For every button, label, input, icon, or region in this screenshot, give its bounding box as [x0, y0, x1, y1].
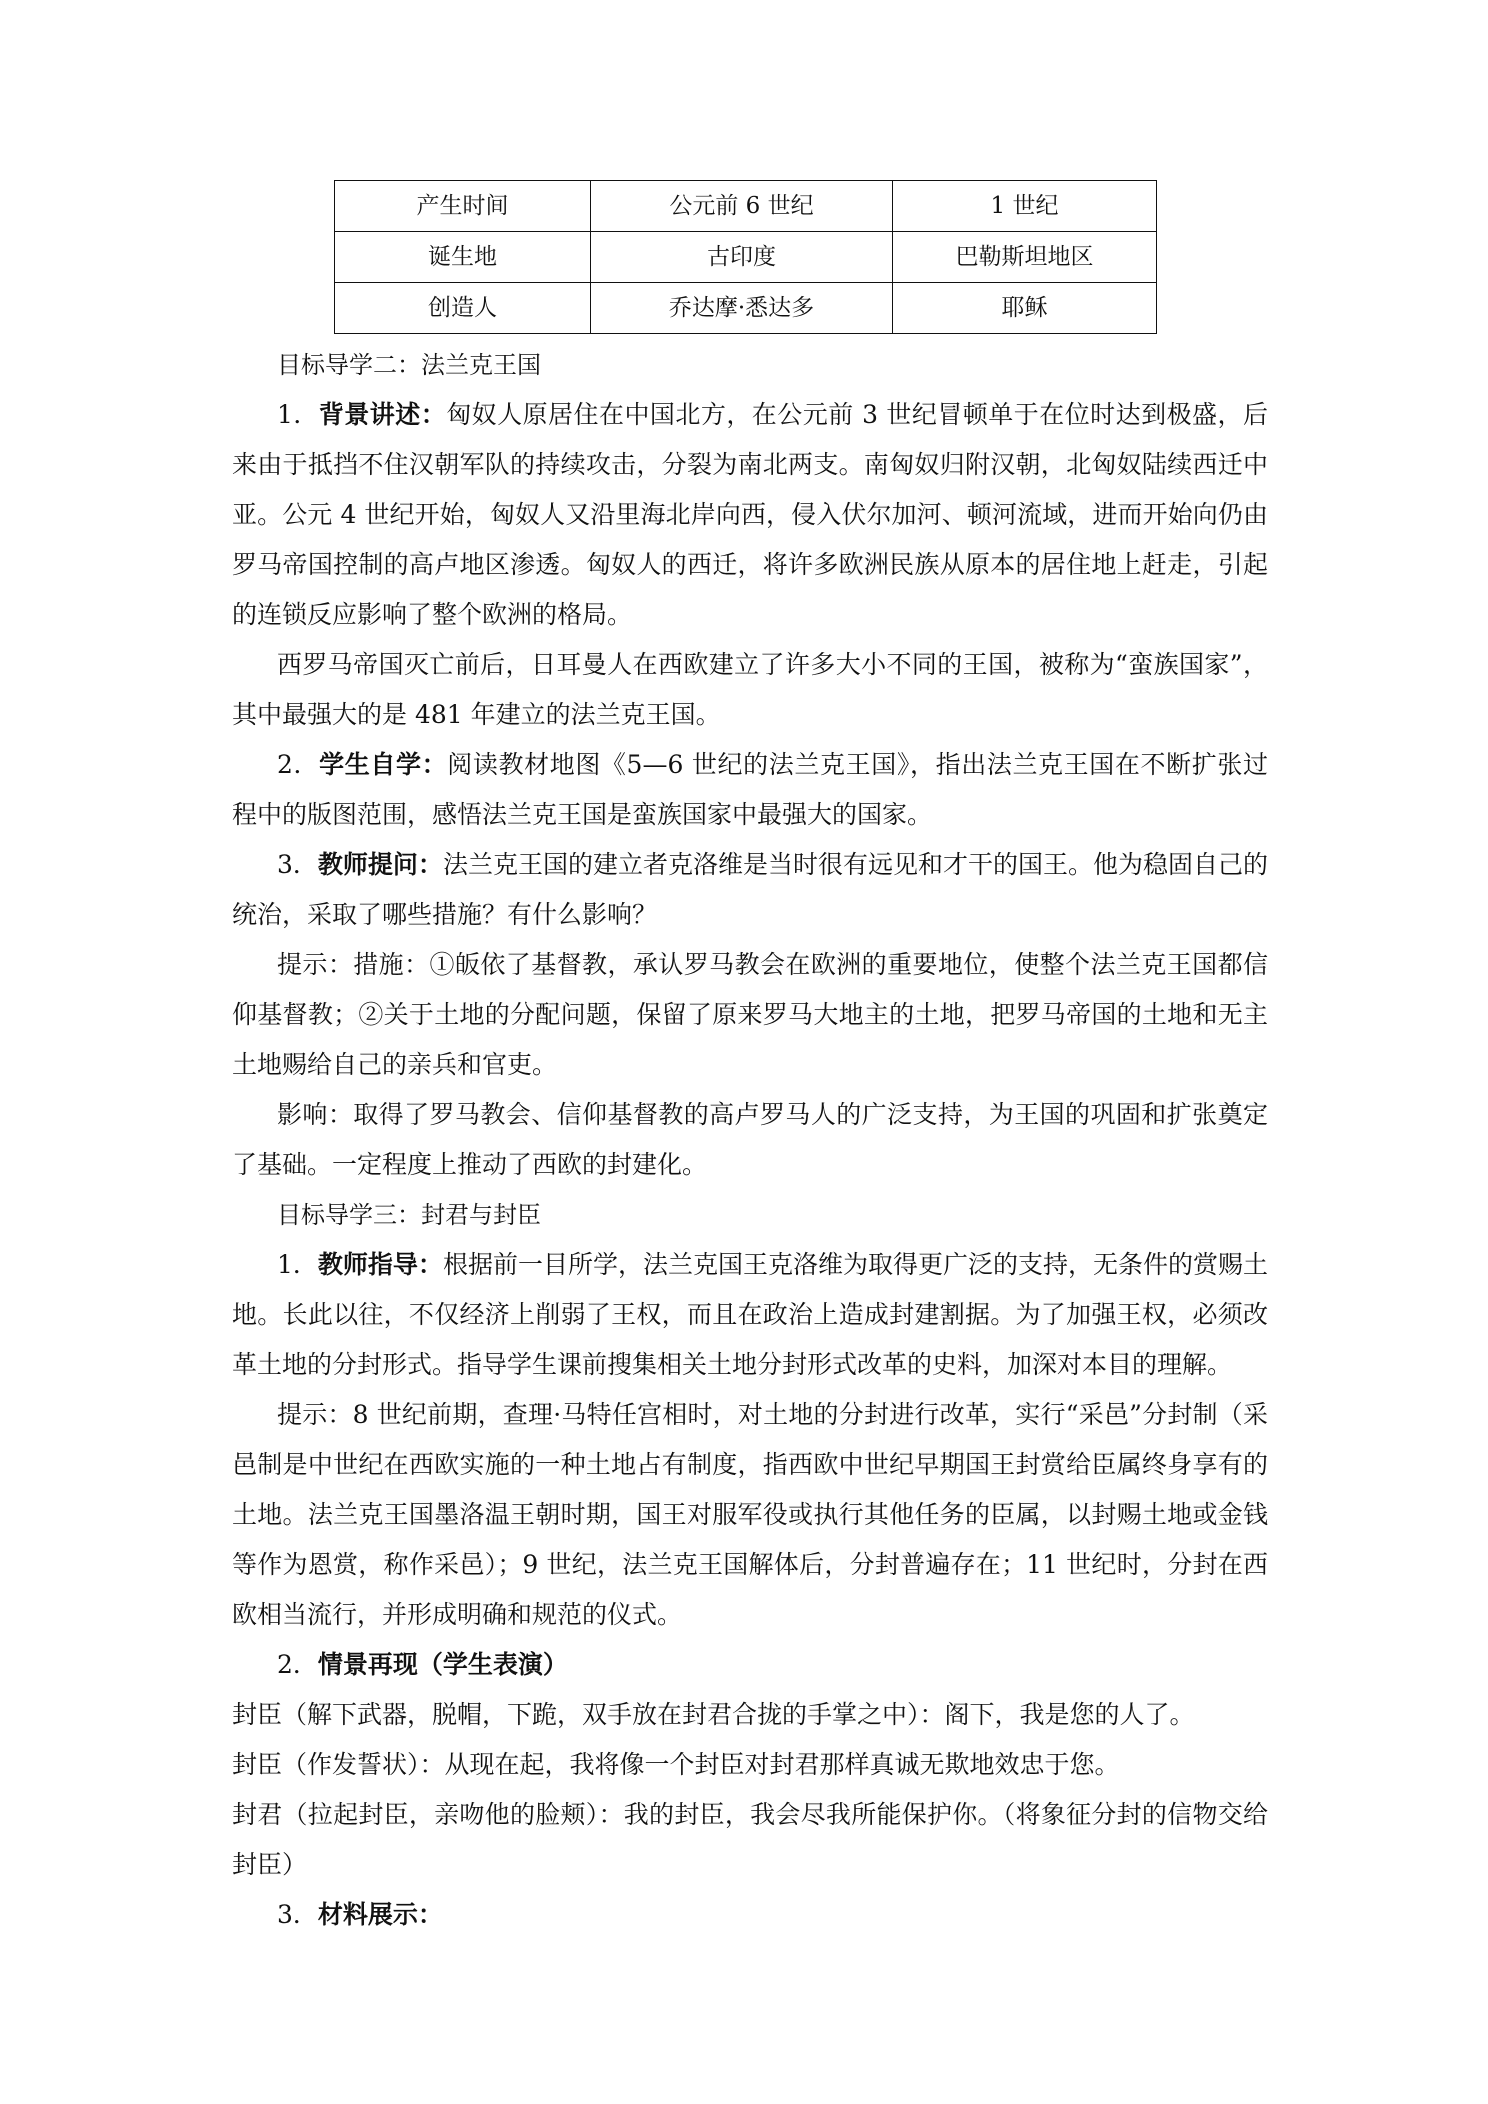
item-label: 学生自学： — [319, 750, 448, 779]
item-number: 2． — [277, 750, 320, 779]
item-text: 阅读教材地图《5—6 世纪的法兰克王国》，指出法兰克王国在不断扩张过程中的版图范围，感悟法兰克王国是蛮族国家中最强大的国家。 — [232, 750, 1268, 829]
dialogue-line: 封臣（解下武器，脱帽，下跪，双手放在封君合拢的手掌之中）：阁下，我是您的人了。 — [232, 1700, 1195, 1729]
impact-paragraph: 影响：取得了罗马教会、信仰基督教的高卢罗马人的广泛支持，为王国的巩固和扩张奠定了基础。一定程度上推动了西欧的封建化。 — [232, 1100, 1268, 1179]
section-heading: 目标导学二：法兰克王国 — [277, 351, 541, 379]
table-row — [335, 232, 1157, 283]
table-cell: 巴勒斯坦地区 — [893, 232, 1157, 283]
dialogue-line: 封君（拉起封臣，亲吻他的脸颊）：我的封臣，我会尽我所能保护你。（将象征分封的信物交给封臣） — [232, 1800, 1268, 1879]
item-label: 情景再现（学生表演） — [317, 1650, 568, 1679]
item-text: 匈奴人原居住在中国北方，在公元前 3 世纪冒顿单于在位时达到极盛，后来由于抵挡不住汉朝军队的持续攻击，分裂为南北两支。南匈奴归附汉朝，北匈奴陆续西迁中亚。公元 4 世纪开始，匈奴人又沿里海北岸向西，侵入伏尔加河、顿河流域，进而开始向仍由罗马帝国控制的高卢地区渗透。匈奴人的西迁，将许多欧洲民族从原本的居住地上赶走，引起的连锁反应影响了整个欧洲的格局。 — [232, 400, 1268, 629]
item-label: 教师提问： — [317, 850, 443, 879]
item-number: 2． — [277, 1650, 318, 1679]
item-text: 根据前一目所学，法兰克国王克洛维为取得更广泛的支持，无条件的赏赐土地。长此以往，不仅经济上削弱了王权，而且在政治上造成封建割据。为了加强王权，必须改革土地的分封形式。指导学生课前搜集相关土地分封形式改革的史料，加深对本目的理解。 — [232, 1250, 1268, 1379]
hint-paragraph: 提示：措施：①皈依了基督教，承认罗马教会在欧洲的重要地位，使整个法兰克王国都信仰基督教；②关于土地的分配问题，保留了原来罗马大地主的土地，把罗马帝国的土地和无主土地赐给自己的亲兵和官吏。 — [232, 950, 1268, 1079]
table-row — [335, 283, 1157, 334]
comparison-table — [334, 180, 1157, 334]
item-number: 3． — [277, 850, 318, 879]
row-label: 产生时间 — [335, 181, 591, 232]
paragraph: 西罗马帝国灭亡前后，日耳曼人在西欧建立了许多大小不同的王国，被称为“蛮族国家”，其中最强大的是 481 年建立的法兰克王国。 — [232, 650, 1268, 729]
table-row — [335, 181, 1157, 232]
paragraph — [232, 740, 1268, 840]
table-cell: 乔达摩·悉达多 — [591, 283, 893, 334]
paragraph — [232, 390, 1268, 640]
item-label: 背景讲述： — [318, 400, 447, 429]
section-heading: 目标导学三：封君与封臣 — [277, 1201, 541, 1229]
paragraph — [232, 840, 1268, 940]
table-cell: 耶稣 — [893, 283, 1157, 334]
hint-paragraph: 提示：8 世纪前期，查理·马特任宫相时，对土地的分封进行改革，实行“采邑”分封制（采邑制是中世纪在西欧实施的一种土地占有制度，指西欧中世纪早期国王封赏给臣属终身享有的土地。法兰克王国墨洛温王朝时期，国王对服军役或执行其他任务的臣属，以封赐土地或金钱等作为恩赏，称作采邑）；9 世纪，法兰克王国解体后，分封普遍存在；11 世纪时，分封在西欧相当流行，并形成明确和规范的仪式。 — [232, 1400, 1268, 1629]
row-label: 创造人 — [335, 283, 591, 334]
paragraph — [232, 1240, 1268, 1390]
item-number: 3． — [277, 1900, 318, 1929]
item-label: 教师指导： — [317, 1250, 443, 1279]
table-cell: 古印度 — [591, 232, 893, 283]
dialogue-line: 封臣（作发誓状）：从现在起，我将像一个封臣对封君那样真诚无欺地效忠于您。 — [232, 1750, 1120, 1779]
table-cell: 1 世纪 — [893, 181, 1157, 232]
row-label: 诞生地 — [335, 232, 591, 283]
item-number: 1． — [277, 1250, 318, 1279]
item-label: 材料展示： — [317, 1900, 443, 1929]
document-body — [232, 340, 1268, 1940]
item-text: 法兰克王国的建立者克洛维是当时很有远见和才干的国王。他为稳固自己的统治，采取了哪些措施？有什么影响？ — [232, 850, 1268, 929]
table-cell: 公元前 6 世纪 — [591, 181, 893, 232]
item-number: 1． — [277, 400, 319, 429]
paragraph — [232, 1640, 1268, 1690]
paragraph — [232, 1890, 1268, 1940]
